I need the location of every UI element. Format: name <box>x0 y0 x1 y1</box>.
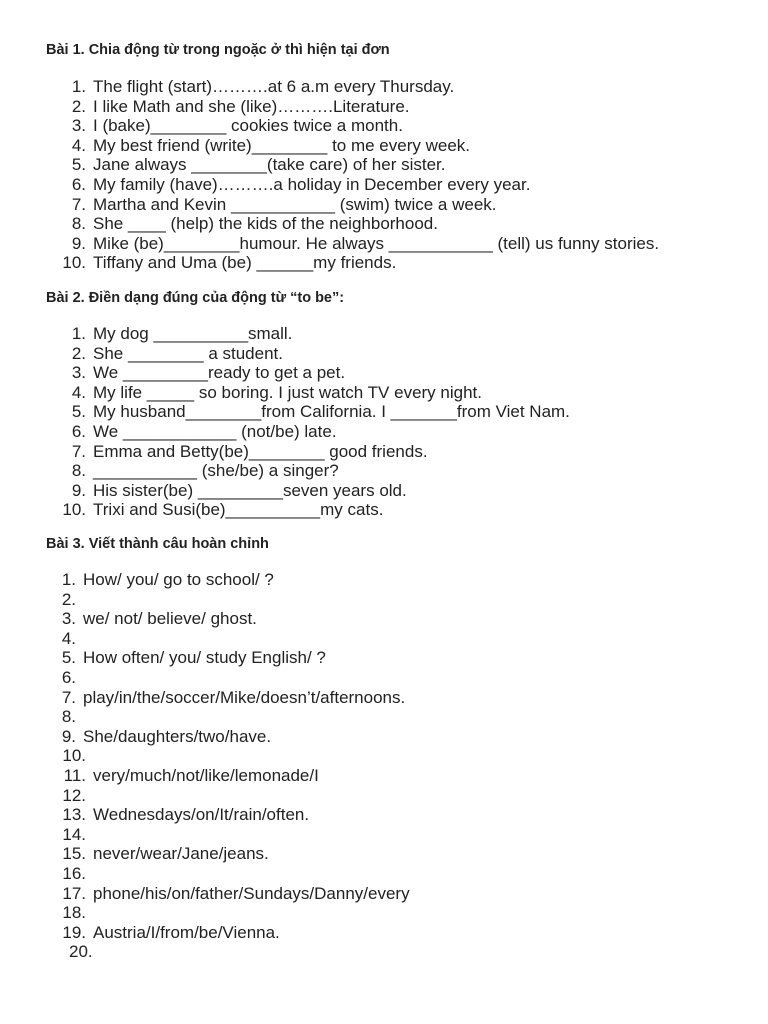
list-item <box>60 707 83 727</box>
list-item <box>60 629 83 649</box>
list-item <box>60 786 93 806</box>
list-item <box>60 383 482 403</box>
item-number: 1. <box>71 77 86 96</box>
list-item <box>60 688 405 708</box>
item-number: 3. <box>61 609 76 629</box>
item-number: 9. <box>71 233 86 253</box>
list-item <box>60 727 271 747</box>
item-text: We _________ready to get a pet. <box>93 363 346 383</box>
item-text: Jane always ________(take care) of her sister. <box>93 155 446 175</box>
item-text: never/wear/Jane/jeans. <box>93 844 269 864</box>
item-text: We ____________ (not/be) late. <box>93 422 337 441</box>
list-item <box>60 668 83 688</box>
item-number: 7. <box>71 194 86 214</box>
item-number: 16. <box>62 864 86 883</box>
item-number: 2. <box>71 343 86 363</box>
list-item <box>60 402 570 422</box>
list-item <box>60 116 403 136</box>
list-item <box>60 363 345 383</box>
list-item <box>60 461 339 481</box>
list-item <box>60 903 93 923</box>
item-text: Emma and Betty(be)________ good friends. <box>93 441 428 461</box>
item-number: 13. <box>62 805 86 825</box>
item-number: 3. <box>71 363 86 383</box>
list-item <box>60 422 337 442</box>
list-item <box>60 746 93 766</box>
item-text: Mike (be)________humour. He always ___________ (tell) us funny stories. <box>93 233 660 253</box>
list-item <box>60 844 269 864</box>
list-item <box>60 77 454 97</box>
item-number: 9. <box>71 480 86 500</box>
item-number: 2. <box>71 96 86 116</box>
item-number: 12. <box>62 785 86 805</box>
item-number: 4. <box>71 135 86 155</box>
item-number: 4. <box>71 382 86 402</box>
list-item <box>60 234 659 254</box>
item-number: 6. <box>71 422 86 441</box>
item-text: My husband________from California. I _______from Viet Nam. <box>93 402 570 422</box>
exercise-3-title: Bài 3. Viết thành câu hoàn chỉnh <box>46 536 269 552</box>
item-number: 10. <box>62 500 86 520</box>
item-text: How/ you/ go to school/ ? <box>83 570 274 589</box>
list-item <box>60 864 93 884</box>
item-text: My life _____ so boring. I just watch TV every night. <box>93 382 482 402</box>
list-item <box>60 884 410 904</box>
item-text: My best friend (write)________ to me every week. <box>93 135 471 155</box>
item-text: Austria/I/from/be/Vienna. <box>93 922 280 942</box>
list-item <box>60 766 319 786</box>
item-number: 1. <box>71 324 86 343</box>
list-item <box>60 344 283 364</box>
item-number: 18. <box>62 903 86 923</box>
item-number: 3. <box>71 116 86 136</box>
item-number: 9. <box>61 726 76 746</box>
list-item <box>60 136 470 156</box>
list-item <box>60 175 530 195</box>
item-number: 11. <box>63 766 86 785</box>
list-item <box>60 481 407 501</box>
item-number: 5. <box>71 402 86 422</box>
item-text: ___________ (she/be) a singer? <box>93 461 339 481</box>
list-item <box>60 923 280 943</box>
item-number: 19. <box>62 922 86 942</box>
item-text: She ________ a student. <box>93 343 283 363</box>
item-number: 17. <box>62 883 86 903</box>
item-text: How often/ you/ study English/ ? <box>83 648 326 668</box>
item-number: 20. <box>69 942 93 962</box>
list-item <box>60 155 445 175</box>
item-number: 10. <box>62 746 86 766</box>
item-number: 4. <box>61 628 76 648</box>
list-item <box>60 648 326 668</box>
item-text: phone/his/on/father/Sundays/Danny/every <box>93 883 410 903</box>
item-number: 1. <box>61 570 76 589</box>
list-item <box>60 609 257 629</box>
item-number: 6. <box>61 668 76 687</box>
list-item <box>60 590 83 610</box>
item-text: Trixi and Susi(be)__________my cats. <box>93 500 384 520</box>
item-text: play/in/the/soccer/Mike/doesn’t/afternoons. <box>83 687 406 707</box>
list-item <box>60 500 383 520</box>
item-number: 7. <box>71 441 86 461</box>
item-text: we/ not/ believe/ ghost. <box>83 609 257 629</box>
exercise-2-title: Bài 2. Điền dạng đúng của động từ “to be”: <box>46 290 345 306</box>
list-item <box>60 214 438 234</box>
item-text: Martha and Kevin ___________ (swim) twice a week. <box>93 194 497 214</box>
item-text: Wednesdays/on/It/rain/often. <box>93 805 310 825</box>
item-text: My dog __________small. <box>93 324 293 343</box>
item-number: 8. <box>71 461 86 481</box>
item-text: She/daughters/two/have. <box>83 726 272 746</box>
list-item <box>60 442 428 462</box>
item-text: Tiffany and Uma (be) ______my friends. <box>93 253 397 273</box>
list-item <box>60 805 309 825</box>
item-text: I like Math and she (like)……….Literature. <box>93 96 410 116</box>
item-number: 8. <box>71 214 86 234</box>
list-item <box>60 253 396 273</box>
list-item <box>60 570 274 590</box>
item-number: 15. <box>62 844 86 864</box>
list-item <box>69 942 102 962</box>
item-text: I (bake)________ cookies twice a month. <box>93 116 403 136</box>
item-number: 14. <box>62 824 86 844</box>
item-number: 5. <box>61 648 76 668</box>
item-text: She ____ (help) the kids of the neighborhood. <box>93 214 438 234</box>
item-text: His sister(be) _________seven years old. <box>93 480 407 500</box>
list-item <box>60 97 410 117</box>
item-text: My family (have)……….a holiday in December every year. <box>93 175 531 194</box>
item-number: 5. <box>71 155 86 175</box>
item-text: very/much/not/like/lemonade/I <box>93 766 319 785</box>
list-item <box>60 324 292 344</box>
item-number: 10. <box>62 253 86 273</box>
list-item <box>60 825 93 845</box>
list-item <box>60 195 497 215</box>
exercise-1-title: Bài 1. Chia động từ trong ngoặc ở thì hiện tại đơn <box>46 42 390 58</box>
item-number: 8. <box>61 707 76 727</box>
item-text: The flight (start)……….at 6 a.m every Thursday. <box>93 77 455 96</box>
item-number: 2. <box>61 589 76 609</box>
item-number: 7. <box>61 687 76 707</box>
item-number: 6. <box>71 175 86 194</box>
